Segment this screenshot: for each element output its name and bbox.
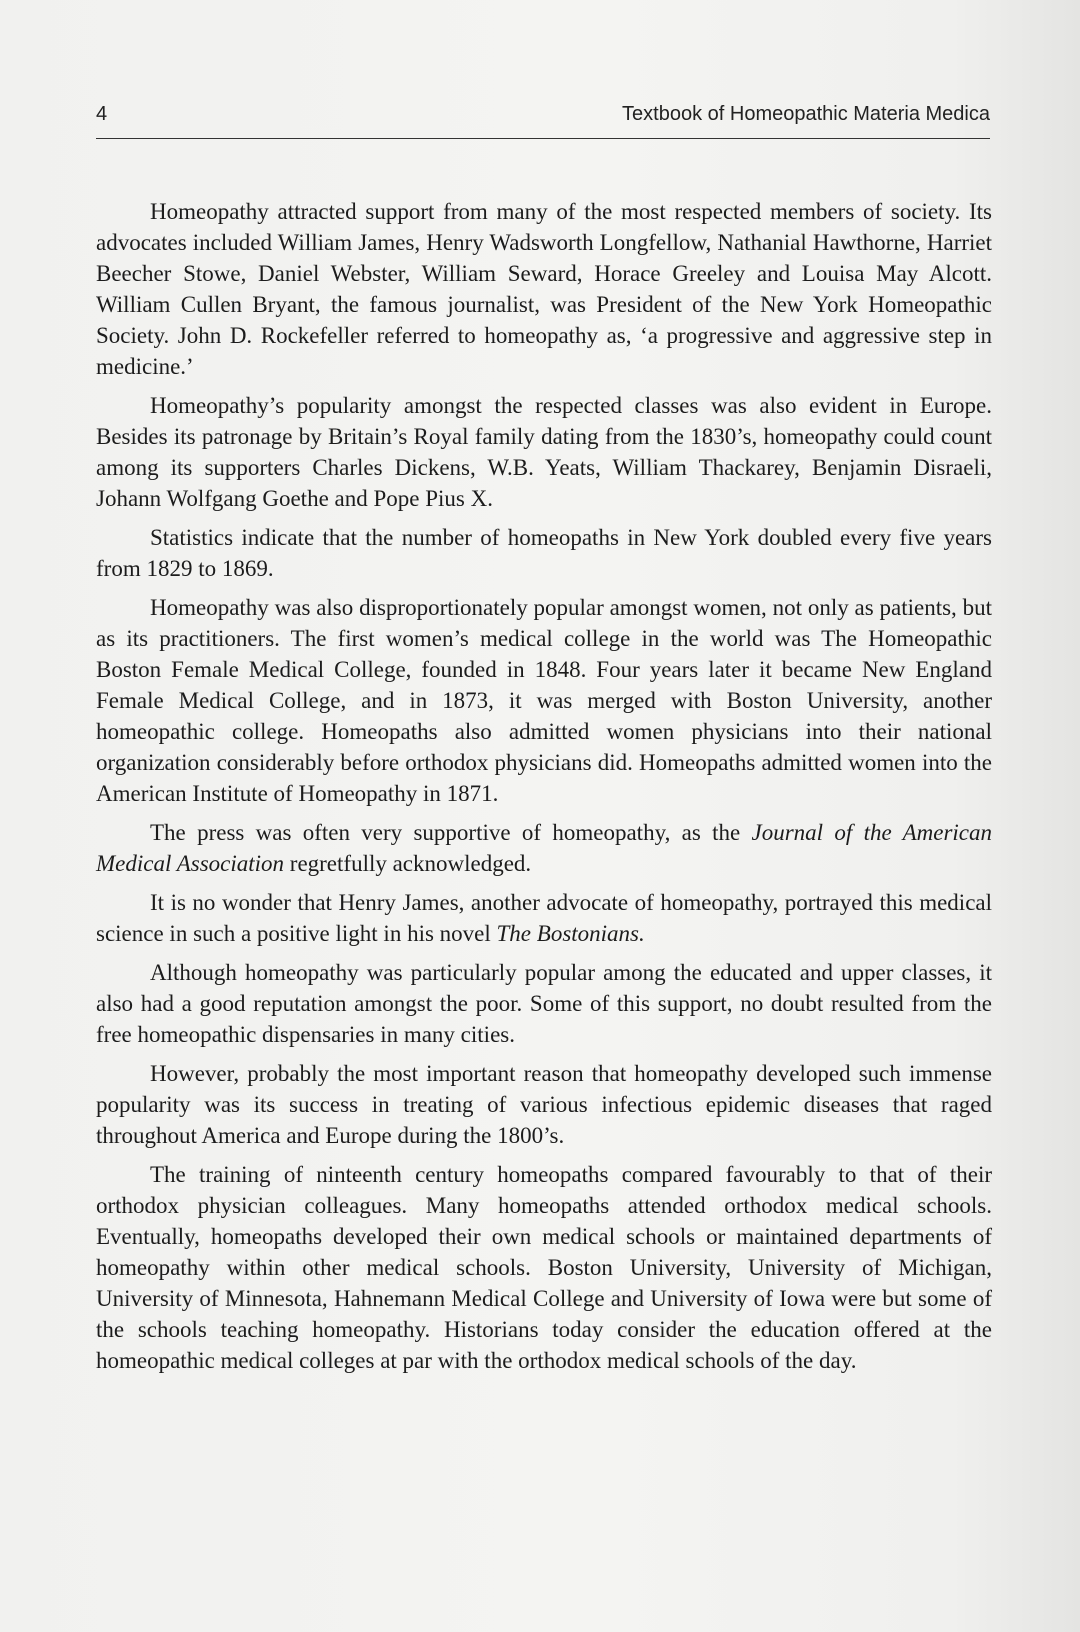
paragraph-9: The training of ninteenth century homeopaths compared favourably to that of their orthodox physician colleagues. Many homeopaths attended orthodox medical schools. Eventually, homeopaths developed their own medical schools or maintained departments of homeopathy within other medical schools. Boston University, University of Michigan, University of Minnesota, Hahnemann Medical College and University of Iowa were but some of the schools teaching homeopathy. Historians today consider the education offered at the homeopathic medical colleges at par with the orthodox medical schools of the day. [96,1162,992,1373]
paragraph-5 [96,817,992,879]
running-head: Textbook of Homeopathic Materia Medica [622,103,990,125]
paragraph-5-text-end: regretfully acknowledged. [284,851,532,876]
paragraph-1: Homeopathy attracted support from many of the most respected members of society. Its advocates included William James, Henry Wadsworth Longfellow, Nathanial Hawthorne, Harriet Beecher Stowe, Daniel Webster, William Seward, Horace Greeley and Louisa May Alcott. William Cullen Bryant, the famous journalist, was President of the New York Homeopathic Society. John D. Rockefeller referred to homeopathy as, ‘a progressive and aggressive step in medicine.’ [96,199,992,379]
paragraph-4: Homeopathy was also disproportionately popular amongst women, not only as patients, but as its practitioners. The first women’s medical college in the world was The Homeopathic Boston Female Medical College, founded in 1848. Four years later it became New England Female Medical College, and in 1873, it was merged with Boston University, another homeopathic college. Homeopaths also admitted women physicians into their national organization considerably before orthodox physicians did. Homeopaths admitted women into the American Institute of Homeopathy in 1871. [96,595,992,806]
paragraph-6-text-start: It is no wonder that Henry James, another advocate of homeopathy, portrayed this medical science in such a positive light in his novel [96,890,992,946]
page-header [96,100,990,139]
page-number: 4 [96,103,108,125]
paragraph-2: Homeopathy’s popularity amongst the respected classes was also evident in Europe. Besides its patronage by Britain’s Royal family dating from the 1830’s, homeopathy could count among its supporters Charles Dickens, W.B. Yeats, William Thackarey, Benjamin Disraeli, Johann Wolfgang Goethe and Pope Pius X. [96,393,992,511]
paragraph-5-text-start: The press was often very supportive of homeopathy, as the [150,820,752,845]
paragraph-7: Although homeopathy was particularly popular among the educated and upper classes, it also had a good reputation amongst the poor. Some of this support, no doubt resulted from the free homeopathic dispensaries in many cities. [96,960,992,1047]
paragraph-3: Statistics indicate that the number of homeopaths in New York doubled every five years from 1829 to 1869. [96,525,992,581]
paragraph-6 [96,887,992,949]
journal-title: Journal of the American Medical Association [96,820,992,876]
body-text [96,196,992,1376]
novel-title: The Bostonians. [496,921,645,946]
paragraph-8: However, probably the most important reason that homeopathy developed such immense popularity was its success in treating of various infectious epidemic diseases that raged throughout America and Europe during the 1800’s. [96,1061,992,1148]
